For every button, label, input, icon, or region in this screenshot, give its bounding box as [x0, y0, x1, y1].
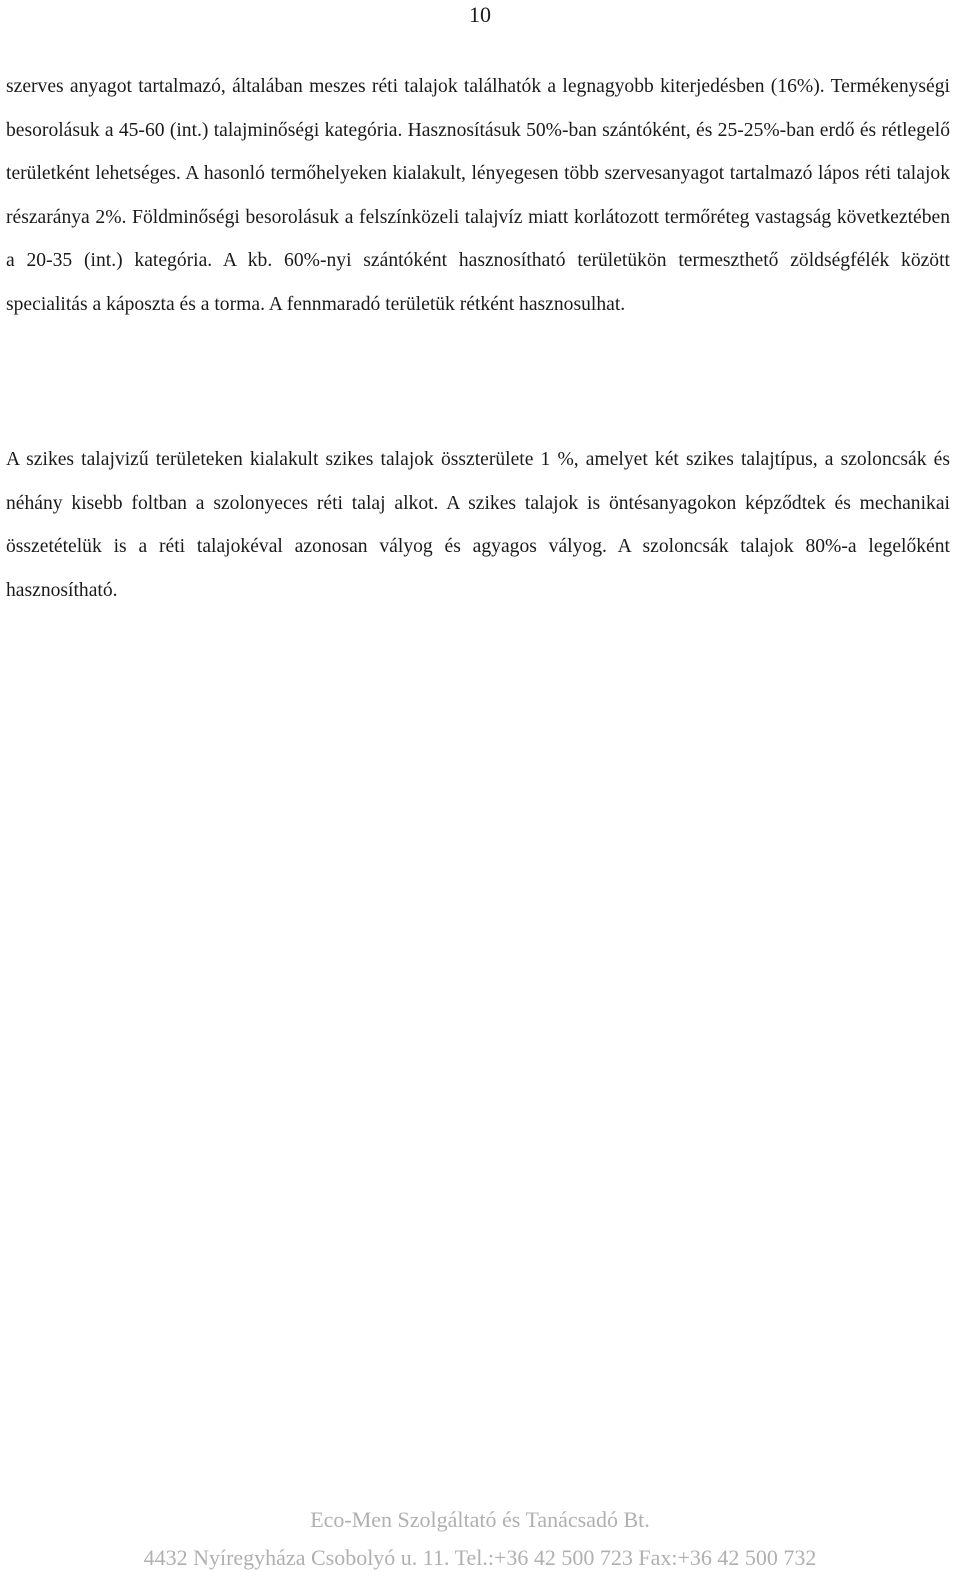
body-paragraph: A szikes talajvizű területeken kialakult szikes talajok összterülete 1 %, amelyet két szikes talajtípus, a szoloncsák és néhány kisebb foltban a szolonyeces réti talaj alkot. A szikes talajok is öntésanyagokon képződtek és mechanikai összetételük is a réti talajokéval azonosan vályog és agyagos vályog. A szoloncsák talajok 80%-a legelőként hasznosítható. — [6, 449, 950, 601]
footer-address: 4432 Nyíregyháza Csobolyó u. 11. Tel.:+36 42 500 723 Fax:+36 42 500 732 — [143, 1545, 817, 1570]
body-paragraph: szerves anyagot tartalmazó, általában meszes réti talajok találhatók a legnagyobb kiterjedésben (16%). Termékenységi besorolásuk a 45-60 (int.) talajminőségi kategória. Hasznosításuk 50%-ban szántóként, és 25-25%-ban erdő és rétlegelő területként lehetséges. A hasonló termőhelyeken kialakult, lényegesen több szervesanyagot tartalmazó lápos réti talajok részaránya 2%. Földminőségi besorolásuk a felszínközeli talajvíz miatt korlátozott termőréteg vastagság következtében a 20-35 (int.) kategória. A kb. 60%-nyi szántóként hasznosítható területükön termeszthető zöldségfélék között specialitás a káposzta és a torma. A fennmaradó területük rétként hasznosulhat. — [6, 76, 950, 315]
page-number: 10 — [469, 2, 491, 27]
footer-company-name: Eco-Men Szolgáltató és Tanácsadó Bt. — [310, 1507, 650, 1532]
